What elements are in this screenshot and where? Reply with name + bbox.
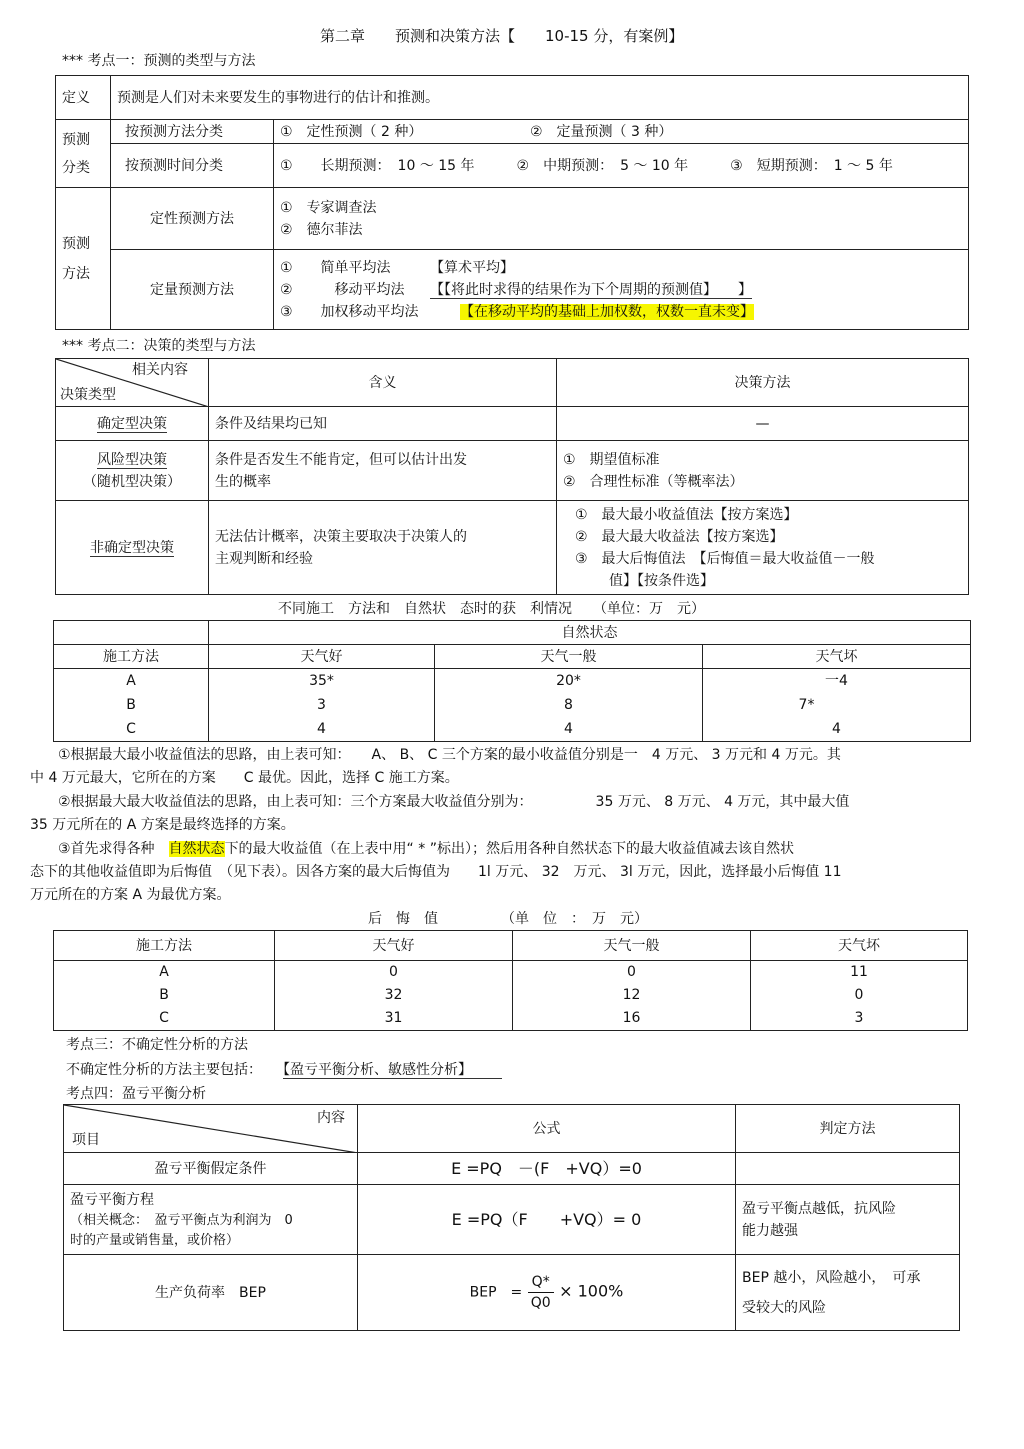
col-meaning: 含义: [209, 359, 557, 407]
t1-col-normal: 天气一般: [435, 645, 703, 669]
type-risk: 风险型决策 （随机型决策）: [56, 441, 209, 501]
by-method-values: ① 定性预测（ 2 种） ② 定量预测（ 3 种）: [274, 120, 969, 144]
t2-col-bad: 天气坏: [751, 931, 968, 961]
point2-heading: *** 考点二：决策的类型与方法: [62, 338, 256, 354]
para3c: 万元所在的方案 A 为最优方案。: [30, 887, 231, 903]
regret-table: [53, 930, 968, 1031]
by-time-values: ① 长期预测： 10 ～ 15 年 ② 中期预测： 5 ～ 10 年 ③ 短期预测： 1 ～ 5 年: [274, 144, 969, 188]
def-text: 预测是人们对未来要发生的事物进行的估计和推测。: [111, 76, 969, 120]
table-row: A B C 35* 3 4 20* 8 4 一4 7* 4: [54, 669, 971, 742]
r2-item: 盈亏平衡方程 （相关概念： 盈亏平衡点为利润为 0 时的产量或销售量，或价格）: [64, 1185, 358, 1255]
method-uncertain: ① 最大最小收益值法【按方案选】 ② 最大最大收益法【按方案选】 ③ 最大后悔值法 【后悔值＝最大收益值－一般 值】【按条件选】: [557, 501, 969, 595]
qual-items: ① 专家调查法 ② 德尔菲法: [274, 188, 969, 250]
by-method: 按预测方法分类: [111, 120, 274, 144]
method-label: 预测方法: [56, 188, 111, 330]
para1b: 中 4 万元最大，它所在的方案 C 最优。因此，选择 C 施工方案。: [30, 770, 459, 786]
r1-item: 盈亏平衡假定条件: [64, 1153, 358, 1185]
cls-label: 预测分类: [56, 120, 111, 188]
t2-col-method: 施工方法: [54, 931, 275, 961]
r2-formula: E =PQ（F +VQ）= 0: [358, 1185, 736, 1255]
quant-items: ① 简单平均法 【算术平均】 ② 移动平均法 【【将此时求得的结果作为下个周期的预测值】 】 ③ 加权移动平均法 【在移动平均的基础上加权数，权数一直未变】: [274, 250, 969, 330]
type-uncertain: 非确定型决策: [56, 501, 209, 595]
type-certain: 确定型决策: [56, 407, 209, 441]
diag-line: [64, 1105, 358, 1153]
quant-method: 定量预测方法: [111, 250, 274, 330]
para1a: ①根据最大最小收益值法的思路，由上表可知： A、 B、 C 三个方案的最小收益值分别是一 4 万元、 3 万元和 4 万元。其: [58, 747, 841, 763]
r3-judge: BEP 越小，风险越小， 可承 受较大的风险: [736, 1255, 960, 1331]
col-formula: 公式: [358, 1105, 736, 1153]
table1-caption: 不同施工 方法和 自然状 态时的获 利情况 （单位：万 元）: [278, 601, 705, 617]
meaning-certain: 条件及结果均已知: [209, 407, 557, 441]
point4-heading: 考点四：盈亏平衡分析: [66, 1086, 206, 1102]
point1-heading: *** 考点一：预测的类型与方法: [62, 53, 256, 69]
r3-formula: BEP = $\frac{Q*}{Q0}$ × 100%: [358, 1255, 736, 1331]
col-judge: 判定方法: [736, 1105, 960, 1153]
state-header: 自然状态: [209, 621, 971, 645]
para3a: ③首先求得各种 自然状态下的最大收益值（在上表中用“ * ”标出）；然后用各种自然状态下的最大收益值减去该自然状: [58, 841, 794, 857]
method-certain: —: [557, 407, 969, 441]
t1-col-bad: 天气坏: [703, 645, 971, 669]
bep-diag-header: 内容 项目: [64, 1105, 358, 1153]
page-title: 第二章 预测和决策方法【 10-15 分，有案例】: [320, 27, 684, 45]
qual-method: 定性预测方法: [111, 188, 274, 250]
highlight-note: 【在移动平均的基础上加权数，权数一直未变】: [460, 303, 754, 320]
t1-col-method: 施工方法: [54, 645, 209, 669]
para2a: ②根据最大最大收益值法的思路，由上表可知：三个方案最大收益值分别为： 35 万元、 8 万元、 4 万元，其中最大值: [58, 794, 850, 810]
def-label: 定义: [56, 76, 111, 120]
table2-caption: 后 悔 值 （单 位 ： 万 元）: [368, 911, 648, 927]
r1-formula: E =PQ －(F +VQ）=0: [358, 1153, 736, 1185]
t1-col-good: 天气好: [209, 645, 435, 669]
col-method: 决策方法: [557, 359, 969, 407]
bep-table: [63, 1104, 960, 1331]
point3-text: 不确定性分析的方法主要包括： 【盈亏平衡分析、敏感性分析】: [66, 1061, 502, 1079]
diag-header: 相关内容 决策类型: [56, 359, 209, 407]
table-row: A B C 0 32 31 0 12 16 11 0 3: [54, 961, 968, 1031]
meaning-risk: 条件是否发生不能肯定，但可以估计出发 生的概率: [209, 441, 557, 501]
r2-judge: 盈亏平衡点越低，抗风险 能力越强: [736, 1185, 960, 1255]
para2b: 35 万元所在的 A 方案是最终选择的方案。: [30, 817, 295, 833]
decision-table: [55, 358, 969, 595]
forecast-table: [55, 75, 969, 330]
point3-heading: 考点三：不确定性分析的方法: [66, 1037, 248, 1053]
t2-col-good: 天气好: [275, 931, 513, 961]
by-time: 按预测时间分类: [111, 144, 274, 188]
profit-table: [53, 620, 971, 742]
method-risk: ① 期望值标准 ② 合理性标准（等概率法）: [557, 441, 969, 501]
r3-item: 生产负荷率 BEP: [64, 1255, 358, 1331]
t2-col-normal: 天气一般: [513, 931, 751, 961]
meaning-uncertain: 无法估计概率，决策主要取决于决策人的 主观判断和经验: [209, 501, 557, 595]
para3b: 态下的其他收益值即为后悔值 （见下表）。因各方案的最大后悔值为 1l 万元、 32 万元、 3l 万元，因此，选择最小后悔值 11: [30, 864, 842, 880]
